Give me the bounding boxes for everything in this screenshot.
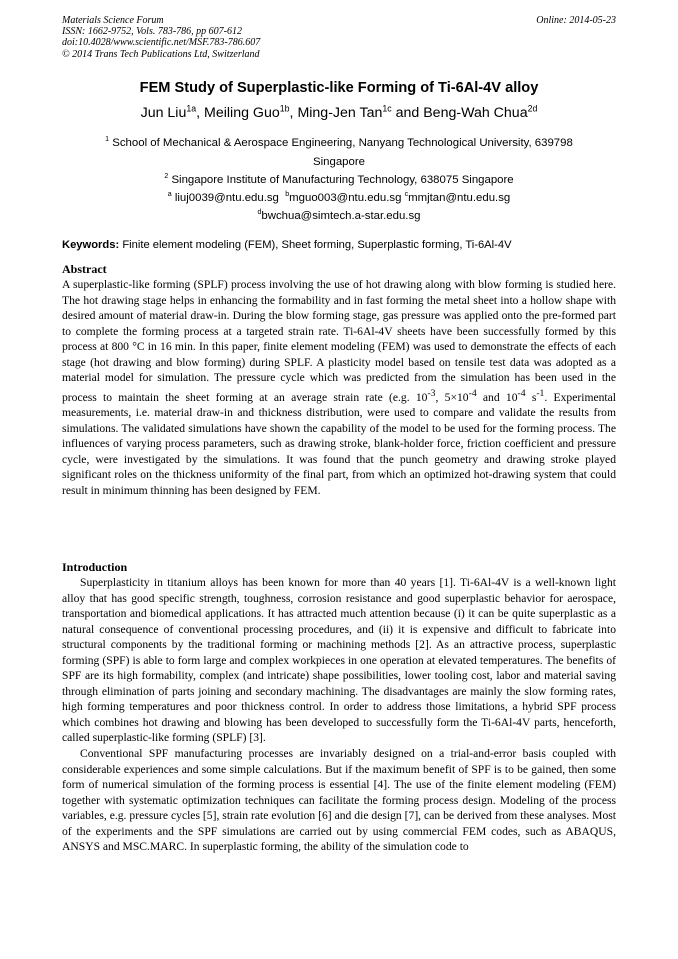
- email-address: mmjtan@ntu.edu.sg: [408, 192, 511, 204]
- keywords: [62, 239, 622, 251]
- issn-line: ISSN: 1662-9752, Vols. 783-786, pp 607-612: [62, 26, 242, 38]
- affiliation-mark: 1: [105, 136, 110, 144]
- author-name: Beng-Wah Chua: [423, 105, 528, 121]
- abstract-text: , 5×10: [435, 390, 469, 404]
- email-address: mguo003@ntu.edu.sg: [289, 192, 402, 204]
- paper-title: FEM Study of Superplastic-like Forming of Ti-6Al-4V alloy: [139, 80, 539, 96]
- keywords-text: Finite element modeling (FEM), Sheet forming, Superplastic forming, Ti-6Al-4V: [122, 239, 512, 251]
- author-affiliation-mark: 1a: [186, 103, 197, 114]
- email-line: [62, 189, 616, 208]
- introduction-heading: Introduction: [62, 560, 128, 574]
- copyright-line: © 2014 Trans Tech Publications Ltd, Switzerland: [62, 48, 260, 60]
- exponent: -1: [536, 387, 545, 399]
- online-date: Online: 2014-05-23: [536, 15, 616, 26]
- email-mark: a: [167, 191, 172, 199]
- affiliation-1: [62, 134, 616, 171]
- author-separator: and: [391, 105, 424, 121]
- email-address: bwchua@simtech.a-star.edu.sg: [261, 210, 421, 222]
- exponent: -4: [468, 387, 477, 399]
- author-separator: ,: [196, 105, 205, 121]
- author-affiliation-mark: 1c: [382, 103, 392, 114]
- abstract-text: and 10: [476, 390, 518, 404]
- doi-line: doi:10.4028/www.scientific.net/MSF.783-786.607: [62, 37, 261, 49]
- email-mark: d: [257, 209, 262, 217]
- affiliation-1-line-1: School of Mechanical & Aerospace Engineering, Nanyang Technological University, 639798: [112, 137, 573, 149]
- journal-name: Materials Science Forum: [62, 15, 164, 26]
- author-name: Meiling Guo: [204, 105, 280, 121]
- email-mark: b: [285, 191, 290, 199]
- author-separator: ,: [289, 105, 298, 121]
- affiliation-2-text: Singapore Institute of Manufacturing Technology, 638075 Singapore: [171, 174, 514, 186]
- affiliation-1-line-2: Singapore: [313, 155, 365, 168]
- author-name: Jun Liu: [140, 105, 187, 121]
- author-affiliation-mark: 1b: [279, 103, 290, 114]
- abstract-heading: Abstract: [62, 262, 107, 276]
- affiliation-mark: 2: [164, 173, 169, 181]
- author-list: [62, 105, 616, 121]
- exponent: -4: [517, 387, 526, 399]
- journal-header: [62, 15, 616, 60]
- abstract-text: s: [525, 390, 537, 404]
- email-line-2: [62, 207, 616, 226]
- email-mark: c: [404, 191, 409, 199]
- author-name: Ming-Jen Tan: [297, 105, 383, 121]
- exponent: -3: [427, 387, 436, 399]
- abstract-text: A superplastic-like forming (SPLF) process involving the use of hot drawing along with blow forming is studied here. The hot drawing stage helps in enhancing the formability and in fast forming the metal sheet into a hollow shape with desired amount of material draw-in. During the blow forming stage, gas pressure was applied onto the pre-formed part to complete the forming process at a targeted strain rate. Ti-6Al-4V sheets have been successfully formed by this process at 800 °C in 16 min. In this paper, finite element modeling (FEM) was used to demonstrate the effects of each stage (hot drawing and blow forming) during SPLF. A plasticity model based on tensile test data was adopted as a material model for simulation. The pressure cycle which was predicted from the simulation has been used in the process to maintain the sheet forming at an average strain rate (e.g. 10: [62, 278, 616, 404]
- introduction-paragraph-2: Conventional SPF manufacturing processes are invariably designed on a trial-and-error basis coupled with considerable experiences and some simple calculations. But if the maximum benefit of SPF is to be gained, then some form of numerical simulation of the forming process is essential [4]. The use of the finite element modeling (FEM) together with systematic optimization techniques can facilitate the forming process design. Modeling of the process variables, e.g. pressure cycles [5], strain rate evolution [6] and die design [7], can be derived from these analyses. Most of the experiments and the SPF simulations are carried out by using commercial FEM codes, such as ABAQUS, ANSYS and MSC.MARC. In superplastic forming, the ability of the simulation code to: [62, 747, 616, 854]
- author-affiliation-mark: 2d: [527, 103, 538, 114]
- keywords-label: Keywords:: [62, 239, 120, 251]
- affiliation-2: [62, 171, 616, 190]
- abstract-text: . Experimental measurements, i.e. material draw-in and thickness distribution, were used to compare and validate the results from simulations. The validated simulations have shown the capability of the model to be used for the forming process. The influences of varying process parameters, such as drawing stroke, blank-holder force, friction coefficient and pressure cycle, were investigated by the simulations. It was found that the punch geometry and drawing stroke played significant roles on the thickness uniformity of the final part, from which an optimized hot-drawing system that could result in minimum thinning has been designed by FEM.: [62, 390, 616, 497]
- email-address: liuj0039@ntu.edu.sg: [174, 192, 279, 204]
- introduction-body: [62, 575, 616, 855]
- introduction-paragraph-1: Superplasticity in titanium alloys has been known for more than 40 years [1]. Ti-6Al-4V is a well-known light alloy that has good specific strength, toughness, corrosion resistance and good superplastic behavior for aerospace, transportation and biomedical applications. It has attracted much attention because (i) it can be quite superplastic as a natural consequence of conventional processing procedures, and (ii) it is expensive and difficult to fabricate into structural components by the traditional forming or machining methods [2]. As an attractive process, superplastic forming (SPF) is able to form large and complex workpieces in one operation at elevated temperatures. The benefits of SPF are its high formability, complex (and intricate) shape possibilities, lower tooling cost, labor and material saving through elimination of parts joining and secondary machining. The disadvantages are mainly the slow forming rates, high forming temperatures and poor thickness control. In order to address those limitations, a hybrid SPF process which combines hot drawing and blowing has been developed to successfully form the Ti-6Al-4V parts, henceforth, called superplastic-like forming (SPLF) [3].: [62, 576, 616, 745]
- abstract-body: [62, 277, 616, 499]
